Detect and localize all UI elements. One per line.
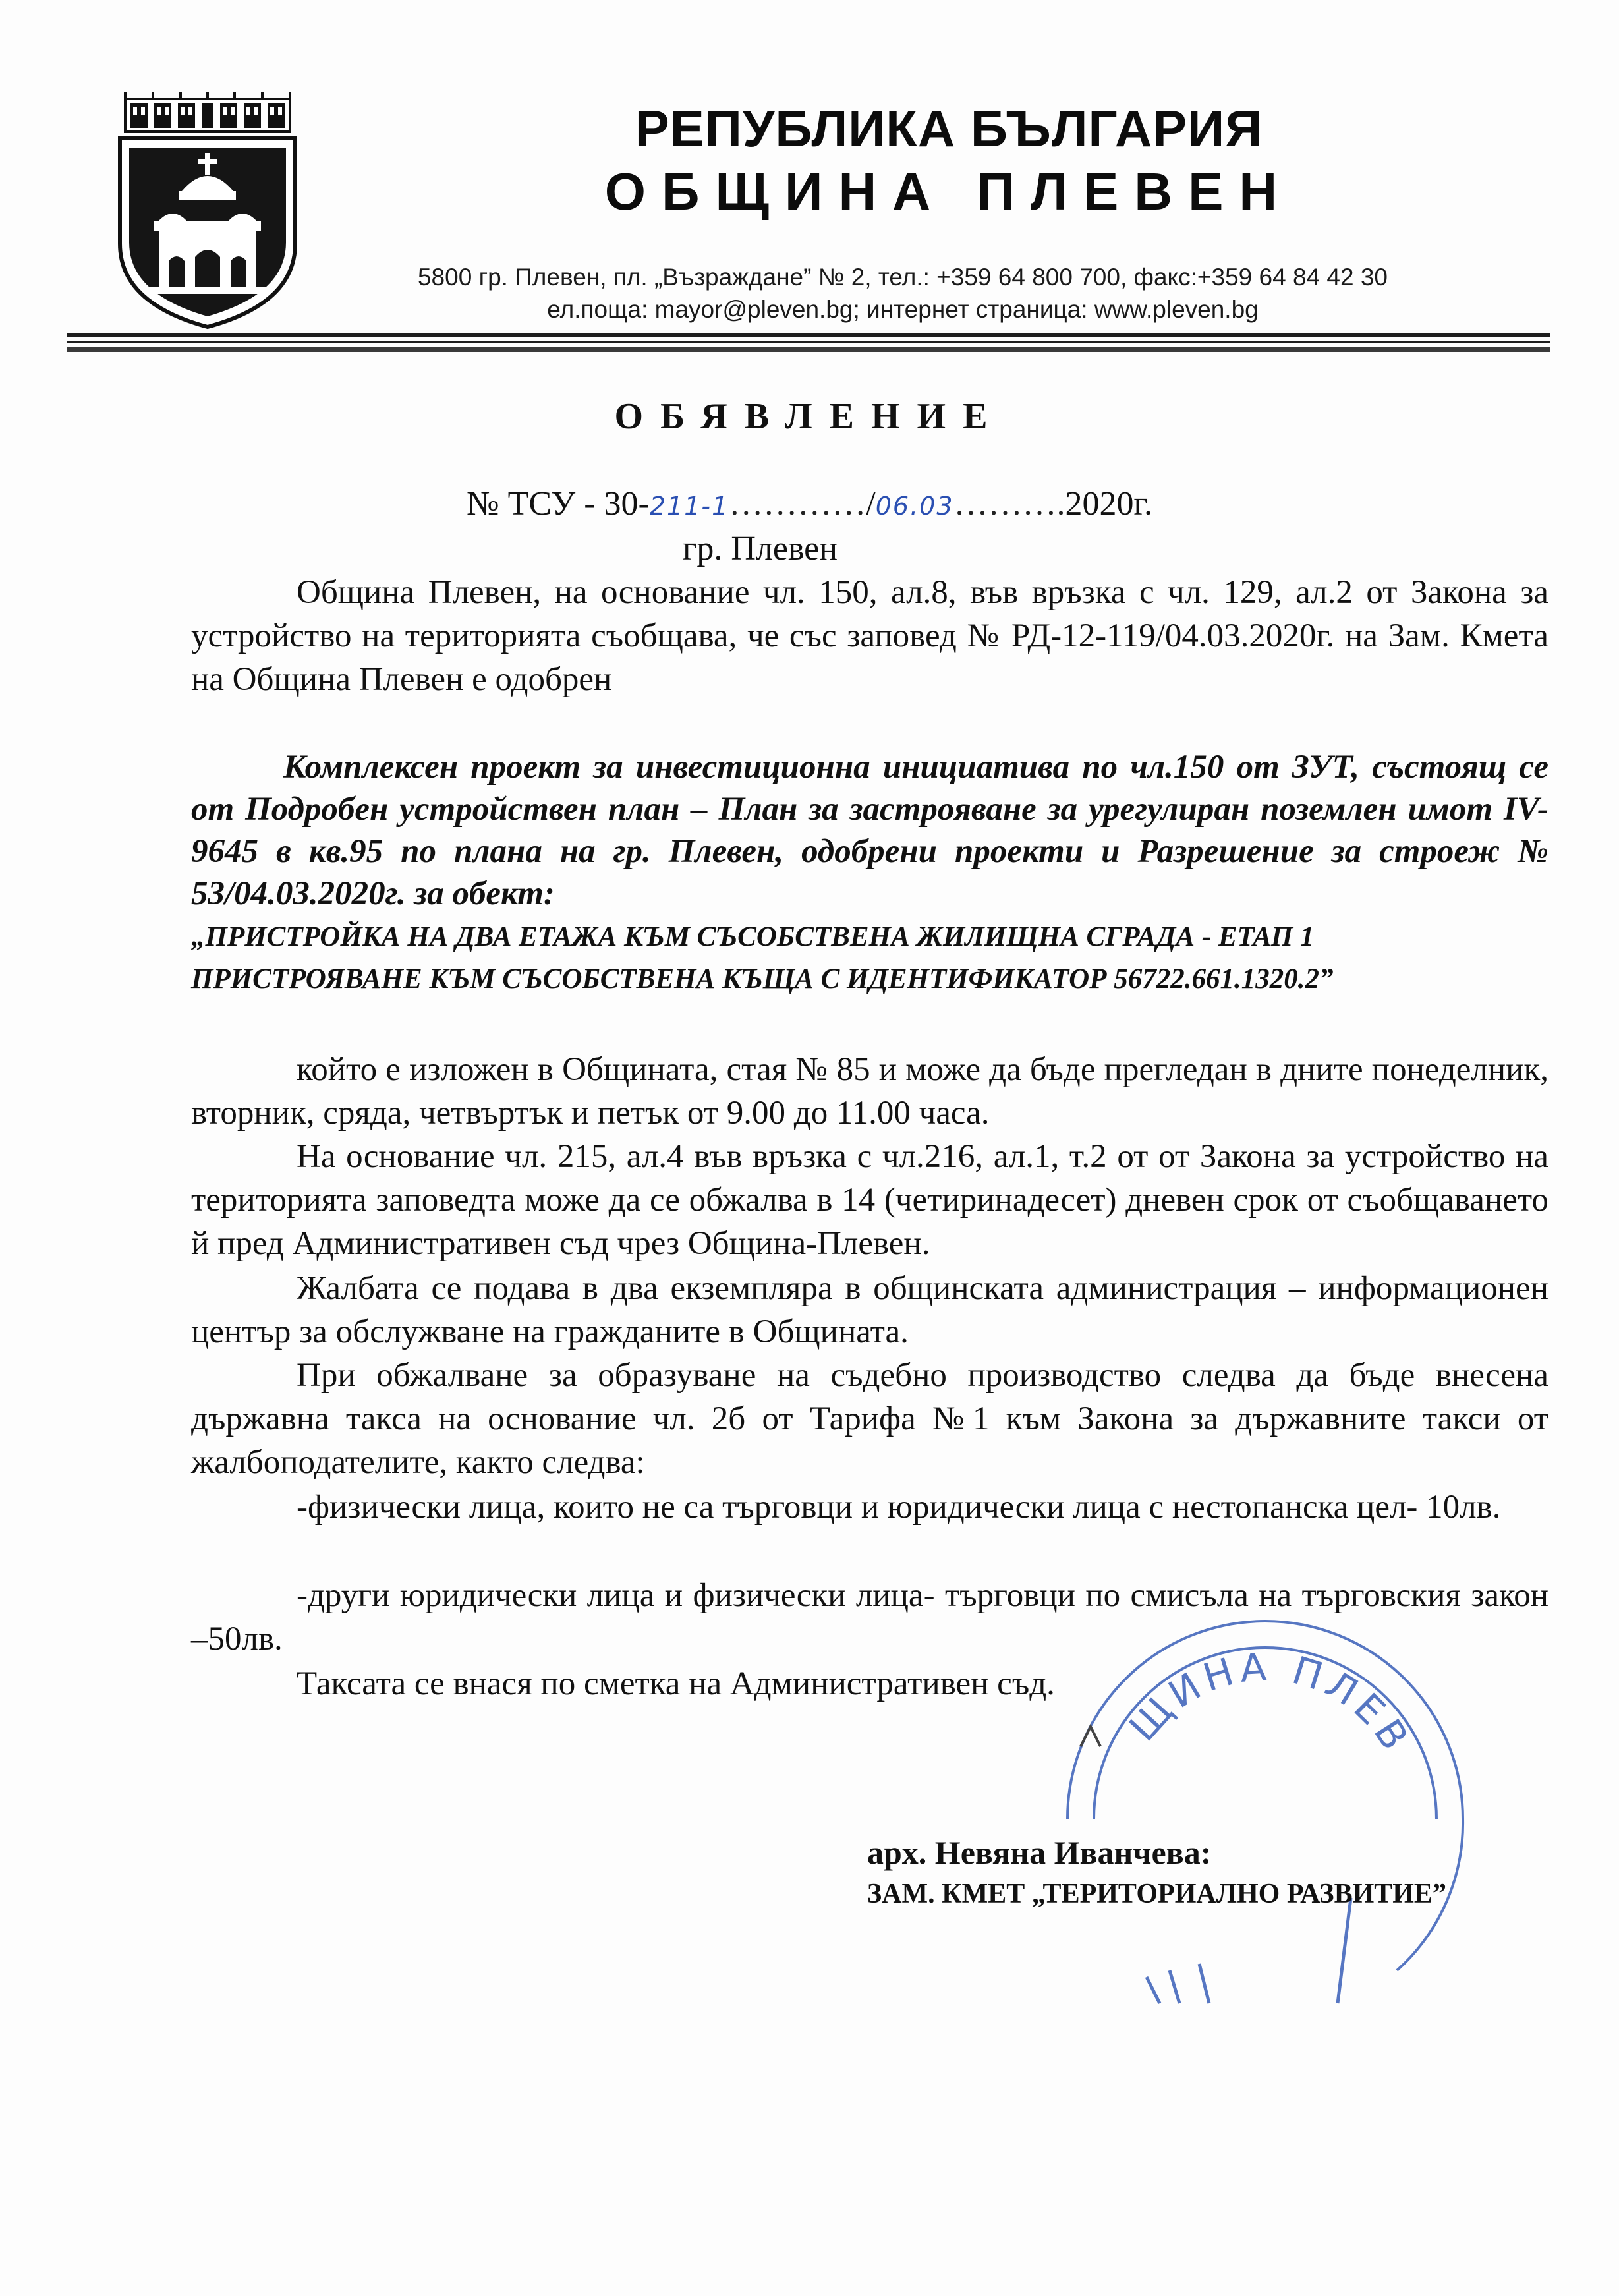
- intro-paragraph: Община Плевен, на основание чл. 150, ал.8, във връзка с чл. 129, ал.2 от Закона за устройство на територията съобщава, че със заповед № РД-12-119/04.03.2020г. на Зам. Кмета на Община Плевен е одобрен: [191, 574, 1548, 698]
- official-stamp-icon: [1028, 1582, 1502, 2056]
- object-line: „ПРИСТРОЙКА НА ДВА ЕТАЖА КЪМ СЪСОБСТВЕНА ЖИЛИЩНА СГРАДА - ЕТАП 1: [191, 921, 1315, 952]
- signatory-name: арх. Невяна Иванчева:: [867, 1834, 1212, 1871]
- reg-dots: …………: [729, 485, 866, 523]
- object-description: [191, 916, 1548, 1000]
- city: гр. Плевен: [683, 530, 838, 567]
- header-divider: [67, 341, 1550, 343]
- signatory-role: ЗАМ. КМЕТ „ТЕРИТОРИАЛНО РАЗВИТИЕ”: [867, 1879, 1446, 1909]
- fee-account: Таксата се внася по сметка на Административен съд.: [297, 1665, 1055, 1702]
- registration-number: [0, 484, 1619, 523]
- object-line: ПРИСТРОЯВАНЕ КЪМ СЪСОБСТВЕНА КЪЩА С ИДЕНТИФИКАТОР 56722.661.1320.2”: [191, 963, 1334, 994]
- fee-paragraph: При обжалване за образуване на съдебно производство следва да бъде внесена държавна такса на основание чл. 2б от Тарифа №1 към Закона за държавните такси от жалбоподателите, както следва:: [191, 1357, 1548, 1481]
- appeal-paragraph: На основание чл. 215, ал.4 във връзка с чл.216, ал.1, т.2 от от Закона за устройство на територията заповедта може да се обжалва в 14 (четиринадесет) дневен срок от съобщаването й пред Административен съд чрез Община-Плевен.: [191, 1138, 1548, 1262]
- header-country: РЕПУБЛИКА БЪЛГАРИЯ: [635, 100, 1263, 158]
- document-title: ОБЯВЛЕНИЕ: [614, 396, 1005, 437]
- coat-of-arms-icon: [113, 92, 302, 330]
- header-divider: [67, 347, 1550, 352]
- header-municipality: ОБЩИНА ПЛЕВЕН: [604, 162, 1293, 221]
- exposure-paragraph: който е изложен в Общината, стая № 85 и може да бъде прегледан в дните понеделник, вторник, сряда, четвъртък и петък от 9.00 до 11.00 часа.: [191, 1051, 1548, 1132]
- fee-companies: -други юридически лица и физически лица- търговци по смисъла на търговския закон –50лв.: [191, 1577, 1548, 1657]
- reg-handwritten-number: 211-1: [649, 492, 729, 521]
- reg-dots: ……….: [953, 485, 1065, 523]
- subject-paragraph: Комплексен проект за инвестиционна инициатива по чл.150 от ЗУТ, състоящ се от Подробен устройствен план – План за застрояване за урегулиран поземлен имот IV-9645 в кв.95 по плана на гр. Плевен, одобрени проекти и Разрешение за строеж № 53/04.03.2020г. за обект:: [191, 749, 1548, 912]
- complaint-paragraph: Жалбата се подава в два екземпляра в общинската администрация – информационен център за обслужване на гражданите в Общината.: [191, 1270, 1548, 1350]
- header-divider: [67, 333, 1550, 337]
- stamp-text: ЩИНА ПЛЕВ: [1120, 1644, 1420, 1762]
- fee-individuals: -физически лица, които не са търговци и юридически лица с нестопанска цел- 10лв.: [297, 1489, 1501, 1526]
- header-address: 5800 гр. Плевен, пл. „Възраждане” № 2, тел.: +359 64 800 700, факс:+359 64 84 42 30: [417, 264, 1388, 291]
- reg-prefix: № ТСУ - 30-: [467, 485, 650, 523]
- reg-separator: /: [866, 485, 876, 523]
- reg-handwritten-date: 06.03: [875, 492, 954, 521]
- svg-text:ЩИНА ПЛЕВ: [1120, 1644, 1419, 1762]
- reg-year: 2020г.: [1065, 485, 1152, 523]
- header-contacts: ел.поща: mayor@pleven.bg; интернет страница: www.pleven.bg: [547, 296, 1259, 323]
